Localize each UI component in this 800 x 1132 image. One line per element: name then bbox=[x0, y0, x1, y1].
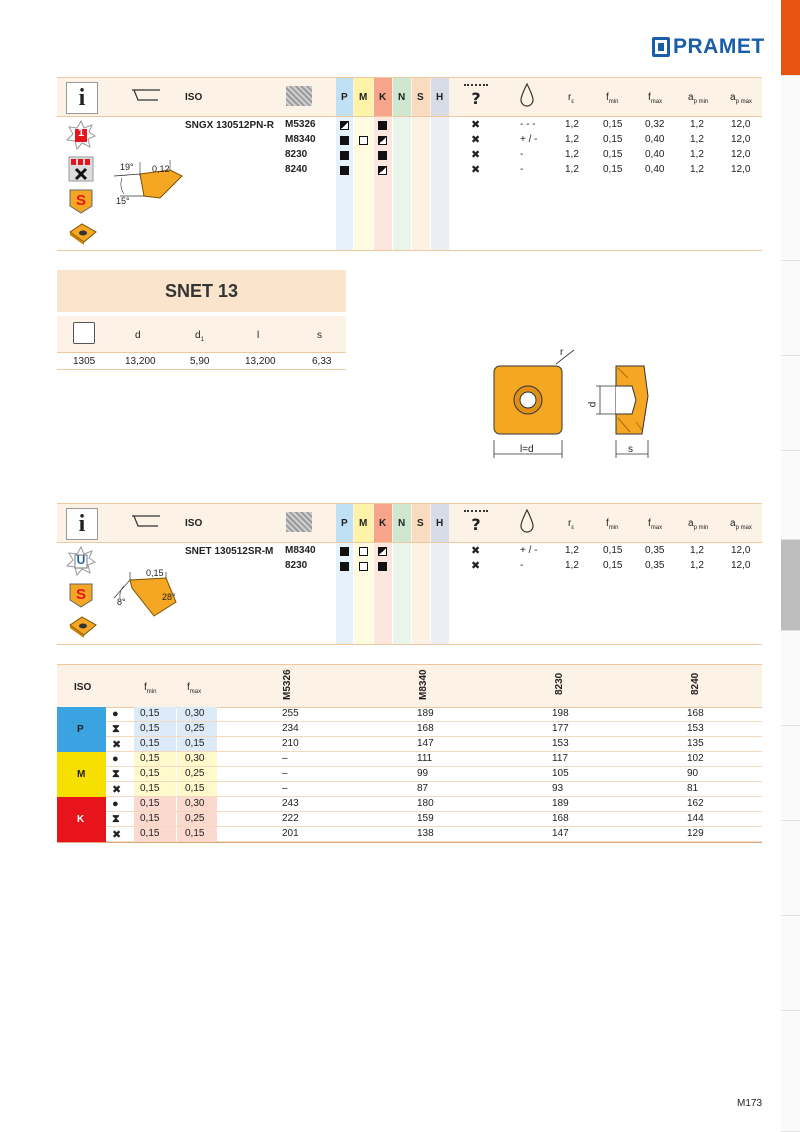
dim-l: 13,200 bbox=[245, 356, 276, 367]
coolant-value: + / - bbox=[520, 134, 538, 145]
coolant-value: + / - bbox=[520, 545, 538, 556]
apmin-value: 1,2 bbox=[690, 149, 704, 160]
speed-fmin: 0,15 bbox=[140, 753, 160, 764]
r-label: $r_\varepsilon$ bbox=[568, 92, 575, 105]
material-group-label: K bbox=[77, 813, 85, 825]
speed-fmax: 0,30 bbox=[185, 708, 205, 719]
insert-shape-icon bbox=[66, 222, 98, 246]
mat-s: S bbox=[417, 518, 424, 529]
x-icon: ✖ bbox=[112, 829, 122, 841]
speed-value: 168 bbox=[417, 723, 434, 734]
speed-value: – bbox=[282, 753, 288, 764]
speed-value: 189 bbox=[417, 708, 434, 719]
m-suitability-mark bbox=[359, 547, 368, 556]
info-icon[interactable]: i bbox=[66, 508, 98, 540]
tab-active[interactable] bbox=[781, 0, 800, 76]
dim-d1-header: $d_1$ bbox=[195, 330, 204, 343]
p-suitability-mark bbox=[340, 121, 349, 130]
insert-shape-icon bbox=[66, 614, 98, 640]
material-group-label: M bbox=[77, 768, 86, 780]
fmax-value: 0,35 bbox=[645, 560, 665, 571]
speed-value: 147 bbox=[417, 738, 434, 749]
k-suitability-mark bbox=[378, 562, 387, 571]
chip-break-x-icon: ✖ bbox=[471, 560, 481, 572]
pramet-logo-icon bbox=[652, 37, 670, 57]
mat-m: M bbox=[359, 92, 368, 103]
speed-fmin: 0,15 bbox=[140, 738, 160, 749]
tab-segment[interactable] bbox=[781, 451, 800, 540]
fmax-label: $f_{max}$ bbox=[648, 92, 663, 105]
fmin-label: $f_{min}$ bbox=[606, 92, 619, 105]
apmin-value: 1,2 bbox=[690, 545, 704, 556]
p-suitability-mark bbox=[340, 151, 349, 160]
grade-name: 8240 bbox=[285, 164, 308, 175]
grade-name: M5326 bbox=[285, 119, 316, 130]
speed-fmax: 0,25 bbox=[185, 723, 205, 734]
designation: SNET 130512SR-M bbox=[185, 546, 274, 557]
dot-icon: ● bbox=[112, 753, 119, 765]
p-suitability-mark bbox=[340, 166, 349, 175]
speed-fmin: 0,15 bbox=[140, 783, 160, 794]
r-value: 1,2 bbox=[565, 164, 579, 175]
speed-value: 168 bbox=[552, 813, 569, 824]
speed-fmax: 0,15 bbox=[185, 738, 205, 749]
drawing-label-ld: l=d bbox=[520, 444, 534, 455]
info-icon[interactable]: i bbox=[66, 82, 98, 114]
coolant-value: - bbox=[520, 560, 524, 571]
speed-value: 159 bbox=[417, 813, 434, 824]
insert-profile-icon bbox=[130, 514, 162, 528]
iso-label: ISO bbox=[185, 92, 203, 103]
speed-value: 222 bbox=[282, 813, 299, 824]
material-texture-icon bbox=[286, 512, 312, 532]
r-value: 1,2 bbox=[565, 149, 579, 160]
iso-label: ISO bbox=[185, 518, 203, 529]
speed-value: 93 bbox=[552, 783, 564, 794]
speed-value: 129 bbox=[687, 828, 704, 839]
r-value: 1,2 bbox=[565, 545, 579, 556]
tab-segment[interactable] bbox=[781, 261, 800, 356]
speed-grade-0: M5326 bbox=[282, 669, 293, 700]
speed-value: 180 bbox=[417, 798, 434, 809]
bow-icon: ⧗ bbox=[112, 768, 120, 780]
apmax-value: 12,0 bbox=[731, 164, 751, 175]
p-suitability-mark bbox=[340, 562, 349, 571]
speed-value: 111 bbox=[417, 753, 433, 764]
x-icon: ✖ bbox=[112, 784, 122, 796]
right-tab-bar bbox=[781, 0, 800, 1132]
grade-name: M8340 bbox=[285, 545, 316, 556]
tab-segment[interactable] bbox=[781, 821, 800, 916]
tab-segment[interactable] bbox=[781, 916, 800, 1011]
row-divider bbox=[57, 116, 762, 117]
speed-value: 255 bbox=[282, 708, 299, 719]
mat-k: K bbox=[379, 92, 387, 103]
dot-icon: ● bbox=[112, 798, 119, 810]
angle-label-2: 0,12 bbox=[152, 164, 170, 174]
fmax-value: 0,40 bbox=[645, 164, 665, 175]
speed-fmax: 0,25 bbox=[185, 813, 205, 824]
speed-grade-2: 8230 bbox=[554, 672, 565, 695]
coolant-drop-icon bbox=[518, 508, 536, 534]
apmax-label: $a_{p max}$ bbox=[730, 92, 752, 105]
question-icon: ? bbox=[464, 84, 488, 110]
mat-m: M bbox=[359, 518, 368, 529]
mat-n: N bbox=[398, 92, 406, 103]
dim-size: 1305 bbox=[73, 356, 96, 367]
fmax-value: 0,40 bbox=[645, 149, 665, 160]
apmin-value: 1,2 bbox=[690, 164, 704, 175]
speed-value: 90 bbox=[687, 768, 699, 779]
coolant-value: - - - bbox=[520, 119, 536, 130]
apmax-value: 12,0 bbox=[731, 134, 751, 145]
fmin-value: 0,15 bbox=[603, 545, 623, 556]
m-suitability-mark bbox=[359, 136, 368, 145]
p-suitability-mark bbox=[340, 136, 349, 145]
speed-fmin: 0,15 bbox=[140, 828, 160, 839]
tab-segment[interactable] bbox=[781, 726, 800, 821]
designation: SNGX 130512PN-R bbox=[185, 120, 274, 131]
r-value: 1,2 bbox=[565, 560, 579, 571]
speed-value: 162 bbox=[687, 798, 704, 809]
speed-value: 87 bbox=[417, 783, 429, 794]
dimension-header bbox=[57, 316, 346, 353]
speed-value: 105 bbox=[552, 768, 569, 779]
speed-value: 135 bbox=[687, 738, 704, 749]
angle-label-3: 28° bbox=[162, 592, 176, 602]
apmax-value: 12,0 bbox=[731, 545, 751, 556]
brand-logo bbox=[652, 36, 765, 58]
apmin-label: $a_{p min}$ bbox=[688, 518, 709, 531]
fmax-value: 0,35 bbox=[645, 545, 665, 556]
speed-value: 153 bbox=[687, 723, 704, 734]
m-suitability-mark bbox=[359, 562, 368, 571]
fmax-value: 0,40 bbox=[645, 134, 665, 145]
speed-fmin: 0,15 bbox=[140, 768, 160, 779]
grade-name: 8230 bbox=[285, 149, 308, 160]
x-icon: ✖ bbox=[112, 739, 122, 751]
fmin-value: 0,15 bbox=[603, 149, 623, 160]
speed-value: 81 bbox=[687, 783, 699, 794]
tab-segment[interactable] bbox=[781, 76, 800, 261]
drawing-label-r: r bbox=[560, 347, 564, 358]
apmax-value: 12,0 bbox=[731, 560, 751, 571]
question-icon: ? bbox=[464, 510, 488, 536]
chip-break-x-icon: ✖ bbox=[471, 119, 481, 131]
speed-value: 177 bbox=[552, 723, 569, 734]
angle-label-1: 0,15 bbox=[146, 568, 164, 578]
chip-control-icon bbox=[68, 156, 94, 182]
speed-grade-1: M8340 bbox=[418, 669, 429, 700]
insert-profile-icon bbox=[130, 88, 162, 102]
angle-label-3: 15° bbox=[116, 196, 130, 206]
star-badge-icon: 1 bbox=[66, 120, 96, 150]
speed-value: 117 bbox=[552, 753, 568, 764]
chip-break-x-icon: ✖ bbox=[471, 149, 481, 161]
speed-value: 153 bbox=[552, 738, 569, 749]
speed-value: 234 bbox=[282, 723, 299, 734]
speed-fmax-label: $f_{max}$ bbox=[187, 682, 202, 695]
k-suitability-mark bbox=[378, 121, 387, 130]
coolant-value: - bbox=[520, 149, 524, 160]
k-suitability-mark bbox=[378, 166, 387, 175]
tab-current[interactable] bbox=[781, 540, 800, 631]
speed-value: 198 bbox=[552, 708, 569, 719]
speed-value: 138 bbox=[417, 828, 434, 839]
material-group-label: P bbox=[77, 723, 84, 735]
dim-d-header: d bbox=[135, 330, 141, 341]
speed-grade-3: 8240 bbox=[690, 672, 701, 695]
angle-label-1: 19° bbox=[120, 162, 134, 172]
tab-segment[interactable] bbox=[781, 1011, 800, 1132]
dim-d: 13,200 bbox=[125, 356, 156, 367]
mat-h: H bbox=[436, 518, 444, 529]
r-value: 1,2 bbox=[565, 119, 579, 130]
fmin-value: 0,15 bbox=[603, 134, 623, 145]
speed-value: 189 bbox=[552, 798, 569, 809]
dimension-row bbox=[57, 353, 346, 370]
coolant-drop-icon bbox=[518, 82, 536, 108]
apmin-label: $a_{p min}$ bbox=[688, 92, 709, 105]
mat-s: S bbox=[417, 92, 424, 103]
speed-fmax: 0,15 bbox=[185, 783, 205, 794]
speed-value: 147 bbox=[552, 828, 569, 839]
k-suitability-mark bbox=[378, 547, 387, 556]
drawing-label-d: d bbox=[587, 401, 599, 408]
dim-l-header: l bbox=[257, 330, 260, 341]
r-label: $r_\varepsilon$ bbox=[568, 518, 575, 531]
brand-name: PRAMET bbox=[673, 35, 765, 58]
r-value: 1,2 bbox=[565, 134, 579, 145]
chip-break-x-icon: ✖ bbox=[471, 134, 481, 146]
grade-name: 8230 bbox=[285, 560, 308, 571]
speed-fmax: 0,30 bbox=[185, 753, 205, 764]
coolant-value: - bbox=[520, 164, 524, 175]
angle-label-2: 8° bbox=[117, 597, 126, 607]
speed-value: 243 bbox=[282, 798, 299, 809]
square-insert-icon bbox=[73, 322, 95, 344]
grade-name: M8340 bbox=[285, 134, 316, 145]
mat-p: P bbox=[341, 518, 348, 529]
speed-value: 102 bbox=[687, 753, 704, 764]
row-divider bbox=[57, 542, 762, 543]
mat-n: N bbox=[398, 518, 406, 529]
speed-fmin-label: $f_{min}$ bbox=[144, 682, 157, 695]
fmin-value: 0,15 bbox=[603, 560, 623, 571]
speed-value: 168 bbox=[687, 708, 704, 719]
fmax-label: $f_{max}$ bbox=[648, 518, 663, 531]
fmax-value: 0,32 bbox=[645, 119, 665, 130]
speed-value: 144 bbox=[687, 813, 704, 824]
speed-fmin: 0,15 bbox=[140, 708, 160, 719]
section-title: SNET 13 bbox=[57, 270, 346, 312]
page-number: M173 bbox=[737, 1098, 763, 1109]
s-tag-icon: S bbox=[68, 188, 94, 214]
s-tag-icon: S bbox=[68, 582, 94, 608]
bow-icon: ⧗ bbox=[112, 813, 120, 825]
speed-fmax: 0,15 bbox=[185, 828, 205, 839]
dim-d1: 5,90 bbox=[190, 356, 210, 367]
apmin-value: 1,2 bbox=[690, 134, 704, 145]
p-suitability-mark bbox=[340, 547, 349, 556]
dot-icon: ● bbox=[112, 708, 119, 720]
drawing-label-s: s bbox=[628, 444, 633, 455]
material-texture-icon bbox=[286, 86, 312, 106]
speed-fmin: 0,15 bbox=[140, 723, 160, 734]
star-badge-icon: U bbox=[66, 546, 96, 576]
insert-technical-drawing bbox=[486, 346, 666, 466]
speed-value: 210 bbox=[282, 738, 299, 749]
bow-icon: ⧗ bbox=[112, 723, 120, 735]
k-suitability-mark bbox=[378, 151, 387, 160]
speed-value: – bbox=[282, 768, 288, 779]
speed-iso-label: ISO bbox=[74, 682, 92, 693]
fmin-value: 0,15 bbox=[603, 164, 623, 175]
dim-s-header: s bbox=[317, 330, 322, 341]
mat-h: H bbox=[436, 92, 444, 103]
fmin-label: $f_{min}$ bbox=[606, 518, 619, 531]
dim-s: 6,33 bbox=[312, 356, 332, 367]
mat-k: K bbox=[379, 518, 387, 529]
tab-segment[interactable] bbox=[781, 631, 800, 726]
apmin-value: 1,2 bbox=[690, 560, 704, 571]
chip-break-x-icon: ✖ bbox=[471, 164, 481, 176]
speed-header bbox=[57, 664, 762, 708]
speed-fmin: 0,15 bbox=[140, 813, 160, 824]
apmax-value: 12,0 bbox=[731, 119, 751, 130]
k-suitability-mark bbox=[378, 136, 387, 145]
apmax-label: $a_{p max}$ bbox=[730, 518, 752, 531]
speed-value: 99 bbox=[417, 768, 429, 779]
speed-value: 201 bbox=[282, 828, 299, 839]
tab-segment[interactable] bbox=[781, 356, 800, 451]
speed-fmax: 0,25 bbox=[185, 768, 205, 779]
apmax-value: 12,0 bbox=[731, 149, 751, 160]
fmin-value: 0,15 bbox=[603, 119, 623, 130]
speed-fmax: 0,30 bbox=[185, 798, 205, 809]
speed-fmin: 0,15 bbox=[140, 798, 160, 809]
speed-value: – bbox=[282, 783, 288, 794]
mat-p: P bbox=[341, 92, 348, 103]
apmin-value: 1,2 bbox=[690, 119, 704, 130]
chip-break-x-icon: ✖ bbox=[471, 545, 481, 557]
table-bottom-line bbox=[57, 842, 762, 843]
